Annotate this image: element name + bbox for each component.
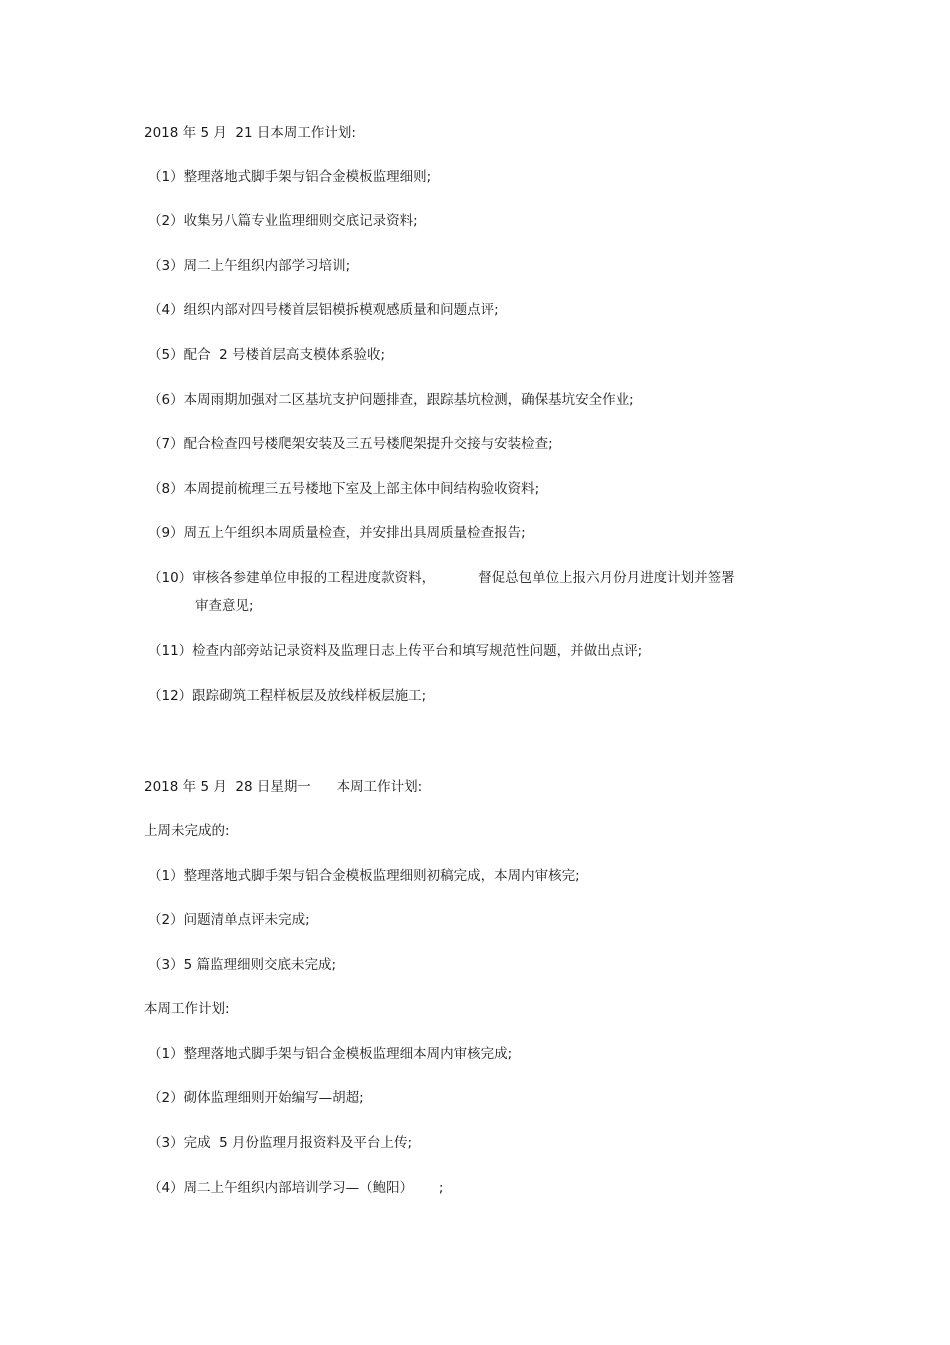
week2-unfinished-item-1: （1）整理落地式脚手架与铝合金模板监理细则初稿完成，本周内审核完; [148,868,580,884]
week2-plan-item-2: （2）砌体监理细则开始编写—胡超; [148,1090,364,1106]
week2-heading: 2018 年 5 月 28 日星期一 本周工作计划: [144,779,423,795]
week1-item-11: （11）检查内部旁站记录资料及监理日志上传平台和填写规范性问题，并做出点评; [148,643,643,659]
week2-plan-label: 本周工作计划: [144,1001,230,1017]
week2-unfinished-label: 上周未完成的: [144,823,230,839]
week1-item-7: （7）配合检查四号楼爬架安装及三五号楼爬架提升交接与安装检查; [148,436,553,452]
week1-item-10: （10）审核各参建单位申报的工程进度款资料， 督促总包单位上报六月份月进度计划并签署 [148,570,735,586]
week1-item-12: （12）跟踪砌筑工程样板层及放线样板层施工; [148,688,427,704]
week1-item-2: （2）收集另八篇专业监理细则交底记录资料; [148,213,418,229]
week1-item-9: （9）周五上午组织本周质量检查，并安排出具周质量检查报告; [148,525,526,541]
week1-item-3: （3）周二上午组织内部学习培训; [148,258,351,274]
week1-item-6: （6）本周雨期加强对二区基坑支护问题排查，跟踪基坑检测，确保基坑安全作业; [148,392,634,408]
week1-item-4: （4）组织内部对四号楼首层铝模拆模观感质量和问题点评; [148,302,499,318]
week2-plan-item-3: （3）完成 5 月份监理月报资料及平台上传; [148,1135,413,1151]
week1-item-10-continued: 审查意见; [195,598,254,614]
week2-plan-item-1: （1）整理落地式脚手架与铝合金模板监理细本周内审核完成; [148,1046,513,1062]
week2-unfinished-item-2: （2）问题清单点评未完成; [148,912,310,928]
week1-item-1: （1）整理落地式脚手架与铝合金模板监理细则; [148,169,432,185]
week1-item-8: （8）本周提前梳理三五号楼地下室及上部主体中间结构验收资料; [148,481,540,497]
week2-unfinished-item-3: （3）5 篇监理细则交底未完成; [148,957,337,973]
week1-item-5: （5）配合 2 号楼首层高支模体系验收; [148,347,386,363]
week1-heading: 2018 年 5 月 21 日本周工作计划: [144,125,356,141]
week2-plan-item-4: （4）周二上午组织内部培训学习—（鲍阳） ; [148,1180,444,1196]
